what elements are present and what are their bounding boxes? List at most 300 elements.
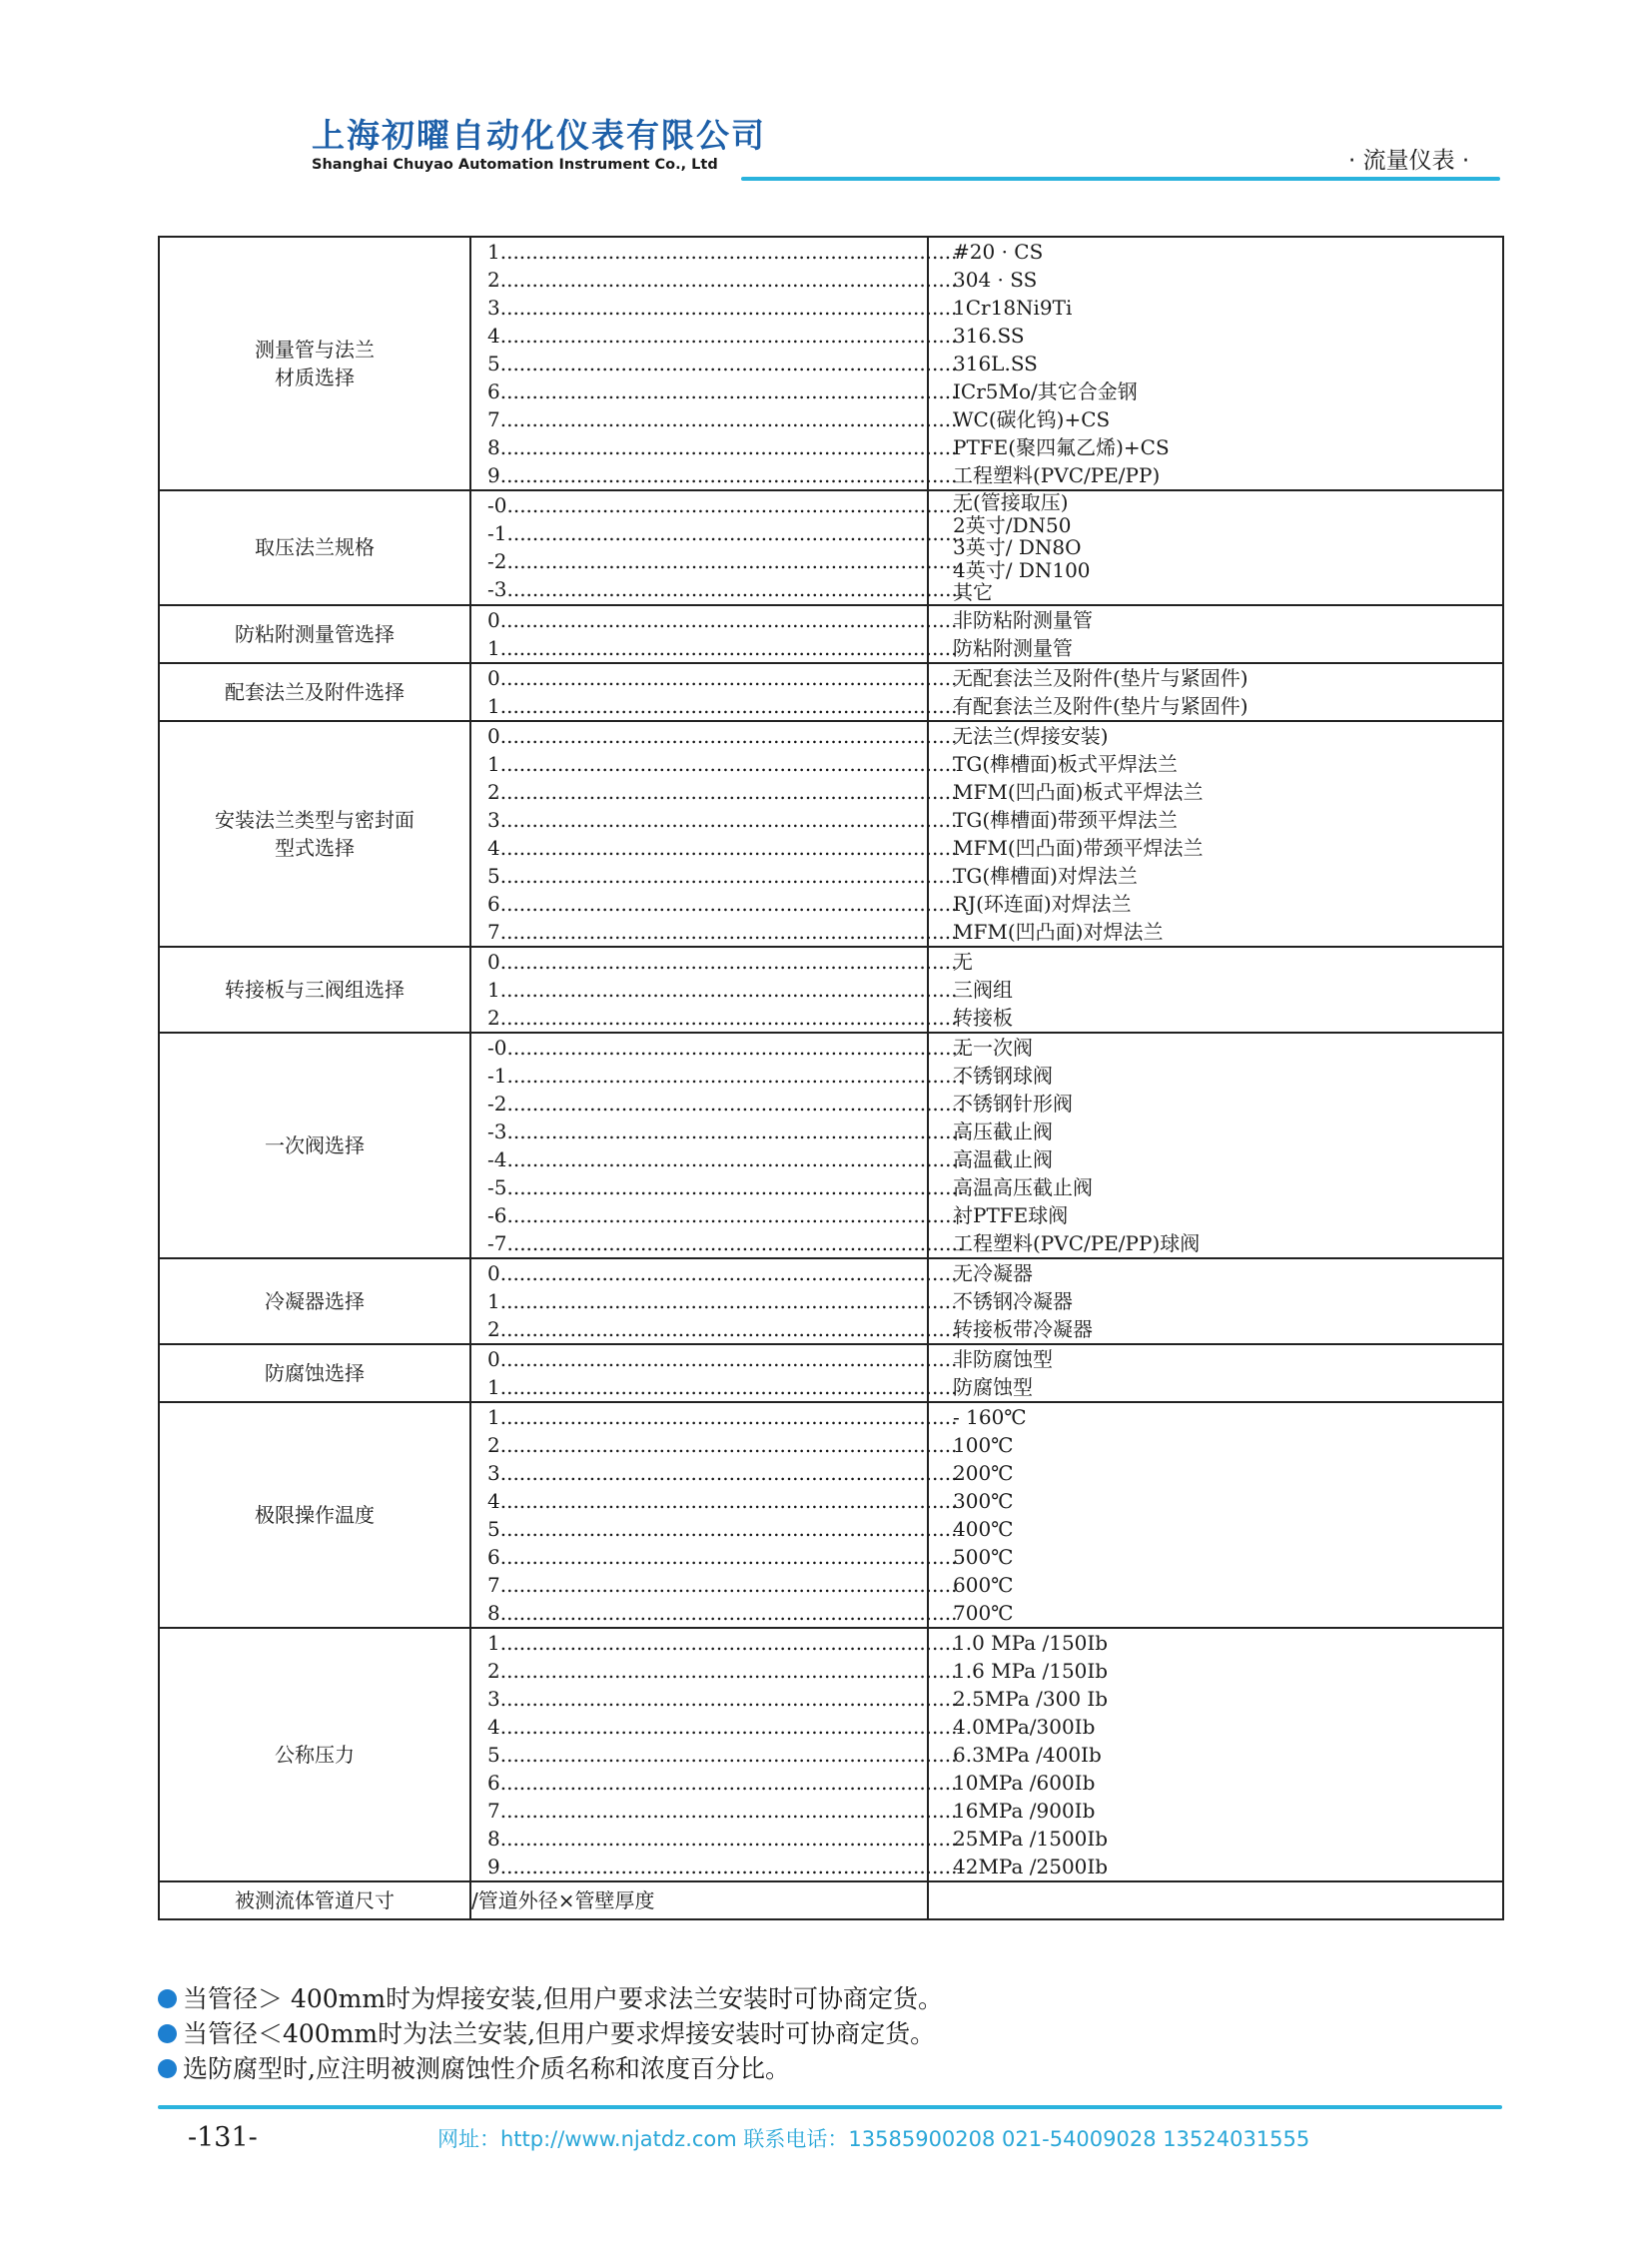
option-leader-dots: ........................................................................ [499, 463, 958, 487]
option-code [487, 350, 958, 377]
bullet-icon [158, 1989, 177, 2008]
pipe-size-blank [928, 1881, 1503, 1919]
option-desc: 4英寸/ DN100 [953, 557, 1091, 582]
option-code [487, 1118, 965, 1145]
option-leader-dots: ........................................................................ [506, 1035, 965, 1060]
option-desc: 高温高压截止阀 [953, 1174, 1093, 1199]
option-desc: 2英寸/DN50 [953, 512, 1072, 537]
option-desc: 有配套法兰及附件(垫片与紧固件) [953, 693, 1248, 718]
option-desc: WC(碳化钨)+CS [953, 407, 1111, 431]
code-column [470, 947, 958, 1033]
option-desc: 不锈钢球阀 [953, 1063, 1053, 1088]
note-text: 选防腐型时,应注明被测腐蚀性介质名称和浓度百分比。 [183, 2054, 790, 2083]
spec-table-body [159, 237, 1503, 1919]
option-code-value: 0 [487, 723, 500, 748]
option-desc: 无法兰(焊接安装) [953, 723, 1109, 748]
option-code [487, 1571, 958, 1599]
option-code-value: 6 [487, 891, 500, 916]
option-code [487, 491, 965, 519]
option-leader-dots: ........................................................................ [499, 779, 958, 804]
option-desc: 工程塑料(PVC/PE/PP) [953, 463, 1161, 487]
option-leader-dots: ........................................................................ [499, 352, 958, 375]
note-text: 当管径＜400mm时为法兰安装,但用户要求焊接安装时可协商定货。 [183, 2019, 936, 2048]
code-column [470, 721, 958, 947]
row-name: 被测流体管道尺寸 [159, 1881, 470, 1919]
option-code-value: 7 [487, 1572, 500, 1597]
option-desc: 1Cr18Ni9Ti [953, 296, 1073, 320]
option-code [487, 322, 958, 350]
option-desc: 700℃ [953, 1600, 1014, 1625]
option-desc: TG(榫槽面)板式平焊法兰 [953, 751, 1178, 776]
option-desc: MFM(凹凸面)板式平焊法兰 [953, 779, 1204, 804]
option-code-value: 2 [487, 779, 500, 804]
option-code [487, 778, 958, 806]
option-leader-dots: ........................................................................ [499, 1516, 958, 1541]
option-leader-dots: ........................................................................ [499, 949, 958, 974]
option-code-value: -6 [487, 1202, 507, 1227]
option-code [487, 1487, 958, 1515]
option-code [487, 1062, 965, 1090]
option-code [487, 692, 958, 720]
option-desc: 1.6 MPa /150Ib [953, 1658, 1109, 1683]
option-desc: 3英寸/ DN8O [953, 535, 1082, 559]
option-leader-dots: ........................................................................ [499, 1686, 958, 1711]
option-leader-dots: ........................................................................ [499, 1346, 958, 1371]
option-leader-dots: ........................................................................ [499, 1374, 958, 1399]
option-code-value: 2 [487, 1005, 500, 1030]
row-name [159, 1033, 470, 1258]
option-code [487, 1315, 958, 1343]
note-item [158, 2051, 1502, 2086]
option-leader-dots: ........................................................................ [499, 1770, 958, 1795]
option-code [487, 1145, 965, 1173]
option-desc: PTFE(聚四氟乙烯)+CS [953, 435, 1170, 459]
code-column [470, 605, 958, 663]
option-leader-dots: ........................................................................ [499, 863, 958, 888]
option-desc: 无配套法兰及附件(垫片与紧固件) [953, 665, 1248, 690]
option-code-value: 5 [487, 352, 500, 375]
option-code [487, 433, 958, 461]
option-code [487, 575, 965, 603]
row-name [159, 1402, 470, 1628]
option-desc: 不锈钢针形阀 [953, 1091, 1073, 1116]
option-desc: #20 · CS [953, 240, 1044, 264]
option-desc: 防腐蚀型 [953, 1374, 1033, 1399]
row-name-line: 转接板与三阀组选择 [225, 977, 405, 1002]
desc-column [928, 1402, 1503, 1628]
option-code [487, 1515, 958, 1543]
option-code [487, 461, 958, 489]
option-code [487, 1090, 965, 1118]
option-code [487, 1287, 958, 1315]
option-leader-dots: ........................................................................ [499, 665, 958, 690]
code-column [470, 663, 958, 721]
option-code-value: 0 [487, 1346, 500, 1371]
row-name-line: 取压法兰规格 [255, 535, 375, 560]
option-code [487, 862, 958, 890]
option-code-value: -2 [487, 549, 507, 574]
option-code-value: -1 [487, 1063, 507, 1088]
option-leader-dots: ........................................................................ [506, 493, 965, 518]
company-name-cn: 上海初曜自动化仪表有限公司 [312, 116, 766, 155]
option-code [487, 1769, 958, 1797]
row-name-line: 型式选择 [275, 835, 355, 860]
notes [158, 1981, 1502, 2086]
row-name-line: 安装法兰类型与密封面 [215, 807, 414, 832]
option-code-value: 2 [487, 268, 500, 292]
option-desc: 6.3MPa /400Ib [953, 1742, 1102, 1767]
note-item [158, 2016, 1502, 2051]
desc-column [928, 605, 1503, 663]
option-desc: 无(管接取压) [953, 490, 1069, 514]
footer-divider [158, 2105, 1502, 2109]
option-leader-dots: ........................................................................ [499, 1798, 958, 1823]
option-desc: 非防腐蚀型 [953, 1346, 1053, 1371]
option-code-value: 1 [487, 1630, 500, 1655]
option-code [487, 1825, 958, 1853]
bullet-icon [158, 2024, 177, 2043]
table-row [159, 1402, 1503, 1628]
option-desc: 无一次阀 [953, 1035, 1033, 1060]
option-leader-dots: ........................................................................ [506, 1091, 965, 1116]
code-column [470, 1402, 958, 1628]
option-code-value: 4 [487, 835, 500, 860]
option-desc: 无 [953, 949, 973, 974]
option-leader-dots: ........................................................................ [499, 835, 958, 860]
option-code-value: 9 [487, 1854, 500, 1878]
option-code-value: 2 [487, 1432, 500, 1457]
option-leader-dots: ........................................................................ [499, 1316, 958, 1341]
row-name-line: 材质选择 [275, 366, 355, 389]
table-row [159, 490, 1503, 605]
option-leader-dots: ........................................................................ [499, 1432, 958, 1457]
option-code [487, 1853, 958, 1880]
option-leader-dots: ........................................................................ [499, 435, 958, 459]
row-name [159, 663, 470, 721]
table-row [159, 1344, 1503, 1402]
option-code-value: 7 [487, 919, 500, 944]
option-desc: MFM(凹凸面)带颈平焊法兰 [953, 835, 1204, 860]
option-code [487, 1431, 958, 1459]
option-leader-dots: ........................................................................ [499, 1854, 958, 1878]
option-code-value: 0 [487, 949, 500, 974]
option-code-value: 5 [487, 863, 500, 888]
option-code [487, 664, 958, 692]
option-code-value: -7 [487, 1230, 507, 1255]
option-desc: 高温截止阀 [953, 1146, 1053, 1171]
option-code [487, 1599, 958, 1627]
desc-column [928, 1344, 1503, 1402]
option-code-value: 3 [487, 1460, 500, 1485]
option-code-value: -1 [487, 521, 507, 546]
option-code [487, 948, 958, 976]
option-code-value: -3 [487, 1119, 507, 1143]
option-leader-dots: ........................................................................ [499, 607, 958, 632]
table-row [159, 947, 1503, 1033]
page-number: -131- [188, 2122, 258, 2153]
footer-contact: 网址：http://www.njatdz.com 联系电话：13585900208 021-54009028 13524031555 [437, 2127, 1310, 2151]
option-desc: 无冷凝器 [953, 1260, 1033, 1285]
row-name-line: 配套法兰及附件选择 [225, 679, 405, 704]
desc-column [928, 663, 1503, 721]
option-desc: RJ(环连面)对焊法兰 [953, 891, 1132, 916]
option-desc: 16MPa /900Ib [953, 1798, 1096, 1823]
option-code [487, 377, 958, 405]
option-leader-dots: ........................................................................ [506, 1202, 965, 1227]
option-code-value: 5 [487, 1516, 500, 1541]
option-leader-dots: ........................................................................ [499, 977, 958, 1002]
option-code-value: 4 [487, 1714, 500, 1739]
option-code [487, 405, 958, 433]
desc-column [928, 1258, 1503, 1344]
row-name [159, 1258, 470, 1344]
option-code [487, 1685, 958, 1713]
table-row [159, 1628, 1503, 1881]
option-leader-dots: ........................................................................ [499, 635, 958, 660]
option-desc: 不锈钢冷凝器 [953, 1288, 1073, 1313]
code-column [470, 1258, 958, 1344]
option-desc: 4.0MPa/300Ib [953, 1714, 1096, 1739]
row-name [159, 1344, 470, 1402]
option-desc: 转接板带冷凝器 [953, 1316, 1093, 1341]
option-leader-dots: ........................................................................ [499, 1460, 958, 1485]
option-desc: 其它 [953, 580, 993, 604]
option-code-value: -2 [487, 1091, 507, 1116]
option-code-value: 2 [487, 1316, 500, 1341]
option-desc: 42MPa /2500Ib [953, 1854, 1109, 1878]
option-desc: 防粘附测量管 [953, 635, 1073, 660]
row-name-line: 防腐蚀选择 [265, 1360, 365, 1385]
option-code-value: 5 [487, 1742, 500, 1767]
option-code-value: 3 [487, 296, 500, 320]
option-code [487, 976, 958, 1004]
desc-column [928, 1628, 1503, 1881]
option-code-value: 6 [487, 379, 500, 403]
option-leader-dots: ........................................................................ [499, 324, 958, 348]
option-code [487, 890, 958, 918]
option-code-value: 0 [487, 665, 500, 690]
option-code-value: 1 [487, 635, 500, 660]
option-leader-dots: ........................................................................ [499, 379, 958, 403]
option-leader-dots: ........................................................................ [499, 751, 958, 776]
option-leader-dots: ........................................................................ [499, 693, 958, 718]
option-code-value: 6 [487, 1544, 500, 1569]
code-column [470, 1628, 958, 1881]
option-leader-dots: ........................................................................ [499, 1488, 958, 1513]
option-leader-dots: ........................................................................ [499, 807, 958, 832]
option-code-value: 8 [487, 1600, 500, 1625]
option-leader-dots: ........................................................................ [499, 240, 958, 264]
option-code [487, 1459, 958, 1487]
option-desc: TG(榫槽面)带颈平焊法兰 [953, 807, 1178, 832]
option-desc: 100℃ [953, 1432, 1014, 1457]
option-desc: 304 · SS [953, 268, 1038, 292]
option-code [487, 266, 958, 294]
option-code [487, 806, 958, 834]
option-leader-dots: ........................................................................ [499, 1260, 958, 1285]
option-code [487, 1345, 958, 1373]
option-leader-dots: ........................................................................ [499, 1544, 958, 1569]
option-code-value: 0 [487, 1260, 500, 1285]
code-column [470, 1344, 958, 1402]
option-code-value: 1 [487, 1374, 500, 1399]
option-code-value: 1 [487, 240, 500, 264]
table-row [159, 663, 1503, 721]
section-title: · 流量仪表 · [1348, 148, 1470, 174]
option-code-value: 4 [487, 324, 500, 348]
option-code [487, 1259, 958, 1287]
option-desc: 转接板 [953, 1005, 1013, 1030]
row-name-line: 极限操作温度 [255, 1502, 375, 1527]
option-desc: TG(榫槽面)对焊法兰 [953, 863, 1138, 888]
option-code [487, 1034, 965, 1062]
option-code [487, 1173, 965, 1201]
option-desc: 非防粘附测量管 [953, 607, 1093, 632]
row-name [159, 237, 470, 490]
option-code-value: -3 [487, 577, 507, 602]
option-code-value: 7 [487, 407, 500, 431]
option-leader-dots: ........................................................................ [499, 296, 958, 320]
option-desc: MFM(凹凸面)对焊法兰 [953, 919, 1164, 944]
option-code-value: -0 [487, 1035, 507, 1060]
option-code-value: 1 [487, 977, 500, 1002]
option-desc: 工程塑料(PVC/PE/PP)球阀 [953, 1230, 1201, 1255]
option-desc: 10MPa /600Ib [953, 1770, 1096, 1795]
desc-column [928, 1033, 1503, 1258]
option-desc: 316L.SS [953, 352, 1038, 375]
option-leader-dots: ........................................................................ [499, 1005, 958, 1030]
option-code [487, 238, 958, 266]
option-desc: 2.5MPa /300 Ib [953, 1686, 1109, 1711]
option-code-value: 9 [487, 463, 500, 487]
table-row [159, 1033, 1503, 1258]
option-desc: 200℃ [953, 1460, 1014, 1485]
company-logo [312, 116, 766, 174]
pipe-size-value: /管道外径×管壁厚度 [470, 1881, 928, 1919]
row-name [159, 490, 470, 605]
option-leader-dots: ........................................................................ [506, 1146, 965, 1171]
table-row [159, 237, 1503, 490]
option-code-value: 8 [487, 1826, 500, 1851]
option-code-value: 2 [487, 1658, 500, 1683]
option-code [487, 634, 958, 662]
row-name-line: 测量管与法兰 [255, 338, 375, 362]
option-leader-dots: ........................................................................ [499, 407, 958, 431]
option-desc: 衬PTFE球阀 [953, 1202, 1069, 1227]
note-item [158, 1981, 1502, 2016]
option-code-value: 1 [487, 693, 500, 718]
table-row [159, 721, 1503, 947]
code-column [470, 237, 958, 490]
spec-table [158, 236, 1504, 1920]
option-code [487, 1629, 958, 1657]
option-code-value: 1 [487, 1404, 500, 1429]
option-code-value: 1 [487, 1288, 500, 1313]
option-leader-dots: ........................................................................ [499, 1600, 958, 1625]
option-leader-dots: ........................................................................ [499, 1288, 958, 1313]
row-name-line: 公称压力 [275, 1742, 355, 1767]
option-leader-dots: ........................................................................ [506, 1174, 965, 1199]
option-code-value: -5 [487, 1174, 507, 1199]
option-desc: 三阀组 [953, 977, 1013, 1002]
row-name [159, 721, 470, 947]
option-code [487, 1004, 958, 1032]
option-code-value: 6 [487, 1770, 500, 1795]
option-code-value: 0 [487, 607, 500, 632]
option-code-value: -4 [487, 1146, 507, 1171]
desc-column [928, 237, 1503, 490]
option-code [487, 750, 958, 778]
option-code [487, 294, 958, 322]
bullet-icon [158, 2059, 177, 2078]
option-code [487, 1657, 958, 1685]
option-leader-dots: ........................................................................ [499, 1404, 958, 1429]
option-desc: 500℃ [953, 1544, 1014, 1569]
option-leader-dots: ........................................................................ [499, 1742, 958, 1767]
option-code [487, 1201, 965, 1229]
option-desc: 25MPa /1500Ib [953, 1826, 1109, 1851]
option-desc: 400℃ [953, 1516, 1014, 1541]
table-row [159, 605, 1503, 663]
option-leader-dots: ........................................................................ [499, 919, 958, 944]
header-divider [741, 177, 1500, 181]
option-code [487, 918, 958, 946]
row-name-line: 一次阀选择 [265, 1132, 365, 1157]
option-code [487, 606, 958, 634]
note-text: 当管径＞ 400mm时为焊接安装,但用户要求法兰安装时可协商定货。 [183, 1984, 944, 2013]
code-column [470, 1033, 965, 1258]
option-code [487, 547, 965, 575]
desc-column [928, 490, 1503, 605]
option-desc: 1.0 MPa /150Ib [953, 1630, 1109, 1655]
option-leader-dots: ........................................................................ [499, 268, 958, 292]
option-leader-dots: ........................................................................ [499, 1658, 958, 1683]
option-code-value: 3 [487, 1686, 500, 1711]
option-desc: 300℃ [953, 1488, 1014, 1513]
row-name-line: 防粘附测量管选择 [235, 621, 395, 646]
option-code-value: -0 [487, 493, 507, 518]
option-code [487, 519, 965, 547]
option-leader-dots: ........................................................................ [506, 1063, 965, 1088]
option-code [487, 1741, 958, 1769]
option-leader-dots: ........................................................................ [499, 1572, 958, 1597]
option-leader-dots: ........................................................................ [506, 521, 965, 546]
option-leader-dots: ........................................................................ [499, 723, 958, 748]
option-leader-dots: ........................................................................ [499, 1826, 958, 1851]
option-desc: 316.SS [953, 324, 1025, 348]
option-leader-dots: ........................................................................ [506, 1119, 965, 1143]
code-column [470, 490, 965, 605]
option-code [487, 1543, 958, 1571]
option-desc: 高压截止阀 [953, 1119, 1053, 1143]
option-code [487, 834, 958, 862]
option-code-value: 8 [487, 435, 500, 459]
option-desc: 600℃ [953, 1572, 1014, 1597]
row-name [159, 1628, 470, 1881]
row-name-line: 冷凝器选择 [265, 1288, 365, 1313]
option-leader-dots: ........................................................................ [499, 1630, 958, 1655]
option-code [487, 1229, 965, 1257]
option-leader-dots: ........................................................................ [499, 1714, 958, 1739]
option-code-value: 7 [487, 1798, 500, 1823]
option-code [487, 1403, 958, 1431]
option-desc: - 160℃ [953, 1404, 1027, 1429]
option-leader-dots: ........................................................................ [506, 1230, 965, 1255]
table-row-pipe-size [159, 1881, 1503, 1919]
option-code-value: 4 [487, 1488, 500, 1513]
option-leader-dots: ........................................................................ [506, 549, 965, 574]
table-row [159, 1258, 1503, 1344]
